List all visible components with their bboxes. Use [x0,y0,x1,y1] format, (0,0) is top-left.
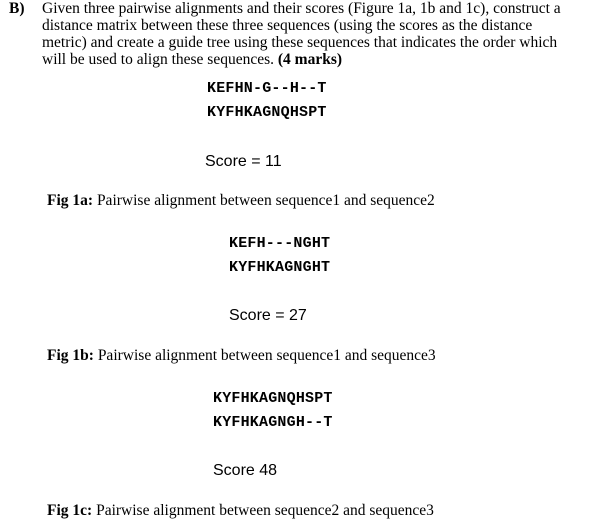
fig1a-caption-text: Pairwise alignment between sequence1 and sequence2 [93,192,435,209]
fig1b-sequence1: KEFH---NGHT [229,235,331,252]
marks-label: (4 marks) [277,51,343,68]
fig1b-sequence2: KYFHKAGNGHT [229,259,331,276]
question-label: B) [9,0,25,17]
question-line: will be used to align these sequences. [42,51,275,68]
fig1a-sequence2: KYFHKAGNQHSPT [207,104,327,121]
fig1b-score: Score = 27 [229,307,307,324]
fig1a-caption [47,192,435,210]
fig1a-sequence1: KEFHN-G--H--T [207,80,327,97]
fig1c-caption-text: Pairwise alignment between sequence2 and sequence3 [92,502,434,519]
fig1c-sequence1: KYFHKAGNQHSPT [213,390,333,407]
question-line: Given three pairwise alignments and their scores (Figure 1a, 1b and 1c), construct a [42,0,561,17]
fig1c-caption [47,502,434,520]
question-line-last [42,51,587,68]
question-text [42,0,587,68]
fig1a-score: Score = 11 [205,153,282,170]
fig1c-score: Score 48 [213,462,278,479]
fig1b-caption [47,347,436,365]
question-line: distance matrix between these three sequences (using the scores as the distance [42,17,533,34]
fig1b-caption-label: Fig 1b: [47,347,94,364]
fig1a-caption-label: Fig 1a: [47,192,94,209]
question-line: metric) and create a guide tree using these sequences that indicates the order which [42,34,558,51]
fig1c-sequence2: KYFHKAGNGH--T [213,414,333,431]
fig1b-caption-text: Pairwise alignment between sequence1 and sequence3 [93,347,436,364]
fig1c-caption-label: Fig 1c: [47,502,93,519]
